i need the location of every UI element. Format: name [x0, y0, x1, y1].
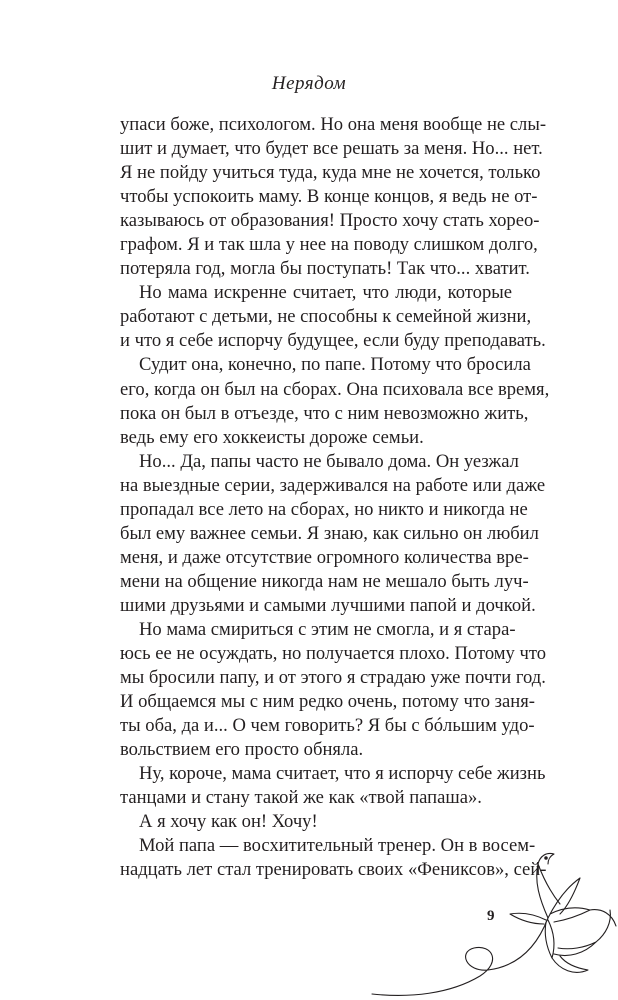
body-text: [120, 113, 550, 883]
text-line: чтобы успокоить маму. В конце концов, я ведь не от-: [120, 186, 538, 208]
text-line: Но... Да, папы часто не бывало дома. Он уезжал: [139, 450, 519, 472]
running-title: Нерядом: [271, 73, 347, 94]
text-line: и что я себе испорчу будущее, если буду преподавать.: [120, 330, 546, 352]
text-line: упаси боже, психологом. Но она меня вообще не слы-: [120, 114, 547, 135]
text-line: Ну, короче, мама считает, что я испорчу себе жизнь: [139, 763, 546, 785]
paragraph-5: [120, 618, 547, 762]
text-line: надцать лет стал тренировать своих «Фениксов», сей-: [120, 859, 547, 881]
text-line: его, когда он был на сборах. Она психовала все время,: [120, 378, 550, 400]
text-line: мы бросили папу, и от этого я страдаю уже почти год.: [120, 667, 546, 689]
text-line: пока он был в отъезде, что с ним невозможно жить,: [120, 402, 529, 424]
text-line: Но мама искренне считает, что люди, которые: [139, 282, 512, 304]
text-line: меня, и даже отсутствие огромного количества вре-: [120, 546, 529, 568]
text-line: ведь ему его хоккеисты дороже семьи.: [120, 426, 424, 448]
text-line: Я не пойду учиться туда, куда мне не хочется, только: [120, 162, 541, 184]
text-line: Но мама смириться с этим не смогла, и я стара-: [139, 618, 516, 640]
paragraph-6: [120, 762, 546, 810]
paragraph-7: [120, 810, 512, 834]
text-line: Мой папа — восхитительный тренер. Он в восем-: [139, 835, 536, 857]
paragraph-3: [120, 353, 550, 449]
text-line: юсь ее не осуждать, но получается плохо. Потому что: [120, 643, 547, 665]
page-number: 9: [487, 908, 495, 924]
paragraph-4: [120, 450, 546, 618]
text-line: на выездные серии, задерживался на работе или даже: [120, 474, 546, 496]
text-line: танцами и стану такой же как «твой папаша».: [120, 787, 482, 809]
paragraph-2: [120, 281, 546, 353]
text-line: мени на общение никогда нам не мешало быть луч-: [120, 570, 529, 592]
text-line: А я хочу как он! Хочу!: [139, 811, 318, 833]
text-line: был ему важнее семьи. Я знаю, как сильно он любил: [120, 522, 539, 544]
text-line: шими друзьями и самыми лучшими папой и дочкой.: [120, 594, 536, 616]
text-line: работают с детьми, не способны к семейной жизни,: [120, 306, 532, 328]
text-line: вольствием его просто обняла.: [120, 739, 364, 761]
text-line: И общаемся мы с ним редко очень, потому что заня-: [120, 691, 535, 713]
text-line: потеряла год, могла бы поступать! Так что... хватит.: [120, 258, 530, 280]
text-line: казываюсь от образования! Просто хочу стать хорео-: [120, 210, 540, 232]
text-line: графом. Я и так шла у нее на поводу слишком долго,: [120, 234, 538, 256]
text-line: ты оба, да и... О чем говорить? Я бы с бóльшим удо-: [120, 715, 535, 737]
text-line: Судит она, конечно, по папе. Потому что бросила: [139, 354, 531, 376]
text-line: пропадал все лето на сборах, но никто и никогда не: [120, 498, 528, 520]
paragraph-1: [120, 113, 547, 281]
text-line: шит и думает, что будет все решать за меня. Но... нет.: [120, 138, 543, 160]
